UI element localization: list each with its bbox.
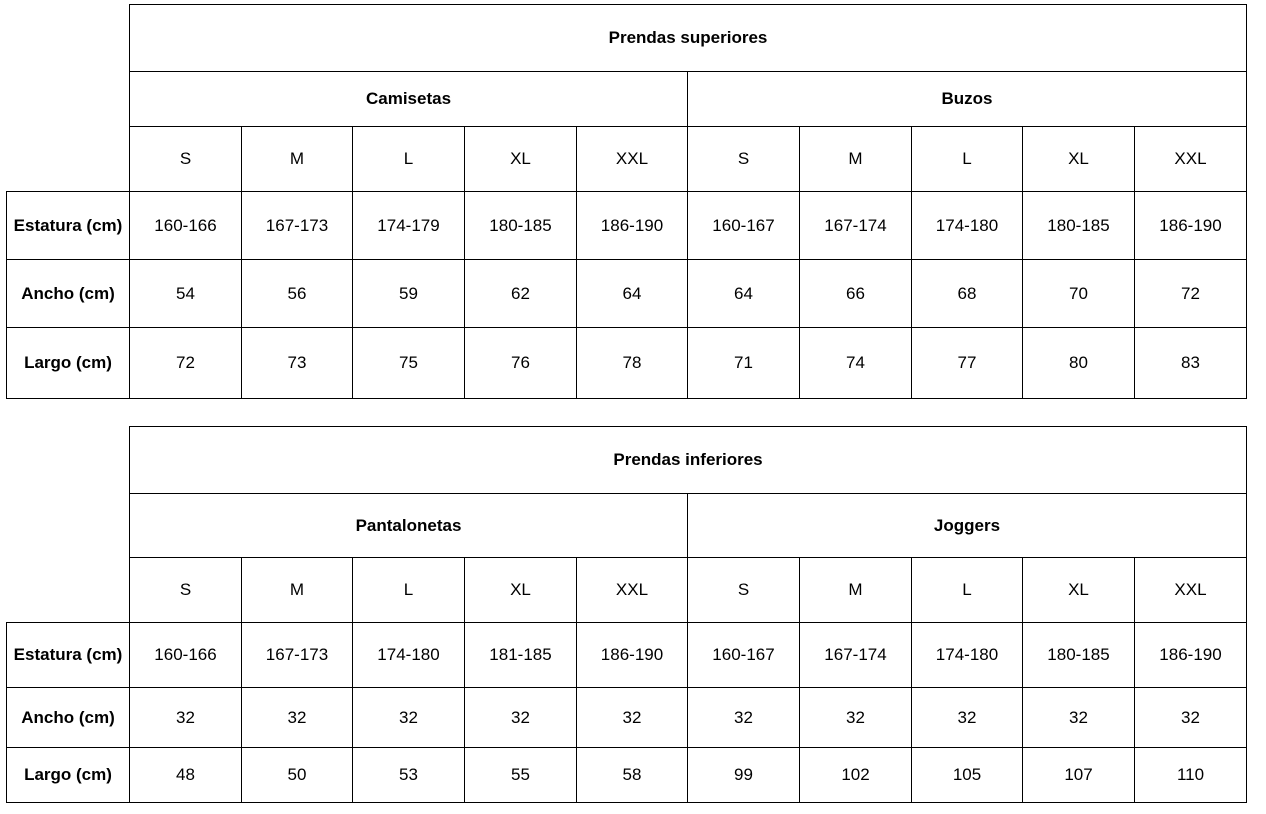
table-cell: 160-166 xyxy=(130,623,242,688)
size-header: XXL xyxy=(577,558,688,623)
category-header: Camisetas xyxy=(130,72,688,127)
table-cell: 78 xyxy=(577,328,688,399)
table-cell: 77 xyxy=(912,328,1023,399)
table-cell: 180-185 xyxy=(465,192,577,260)
table-cell: 80 xyxy=(1023,328,1135,399)
corner-blank xyxy=(7,558,130,623)
table-cell: 105 xyxy=(912,748,1023,803)
table-cell: 58 xyxy=(577,748,688,803)
table-cell: 64 xyxy=(688,260,800,328)
table-cell: 32 xyxy=(912,688,1023,748)
table-cell: 160-166 xyxy=(130,192,242,260)
table-cell: 32 xyxy=(353,688,465,748)
table-row xyxy=(7,623,1247,688)
table-cell: 32 xyxy=(577,688,688,748)
table-cell: 174-180 xyxy=(912,623,1023,688)
corner-blank xyxy=(7,72,130,127)
table-cell: 48 xyxy=(130,748,242,803)
size-header: L xyxy=(353,127,465,192)
table-cell: 50 xyxy=(242,748,353,803)
table-cell: 167-174 xyxy=(800,623,912,688)
size-header: XL xyxy=(1023,558,1135,623)
category-header: Pantalonetas xyxy=(130,494,688,558)
size-header: S xyxy=(130,558,242,623)
table-cell: 68 xyxy=(912,260,1023,328)
table-cell: 186-190 xyxy=(1135,623,1247,688)
row-label: Ancho (cm) xyxy=(7,260,130,328)
table-cell: 160-167 xyxy=(688,192,800,260)
table-cell: 181-185 xyxy=(465,623,577,688)
table-cell: 32 xyxy=(688,688,800,748)
table-cell: 70 xyxy=(1023,260,1135,328)
table-cell: 71 xyxy=(688,328,800,399)
corner-blank xyxy=(7,494,130,558)
table-cell: 54 xyxy=(130,260,242,328)
size-header: M xyxy=(242,558,353,623)
table-cell: 32 xyxy=(130,688,242,748)
size-header: XXL xyxy=(1135,558,1247,623)
table-cell: 83 xyxy=(1135,328,1247,399)
table-cell: 75 xyxy=(353,328,465,399)
size-header: L xyxy=(912,127,1023,192)
table-cell: 32 xyxy=(800,688,912,748)
table-cell: 66 xyxy=(800,260,912,328)
table-row xyxy=(7,748,1247,803)
table-cell: 76 xyxy=(465,328,577,399)
corner-blank xyxy=(7,127,130,192)
size-header: M xyxy=(800,558,912,623)
table-cell: 53 xyxy=(353,748,465,803)
corner-blank xyxy=(7,427,130,494)
table-cell: 64 xyxy=(577,260,688,328)
table-cell: 62 xyxy=(465,260,577,328)
table-row xyxy=(7,688,1247,748)
table-cell: 186-190 xyxy=(577,192,688,260)
table-cell: 167-174 xyxy=(800,192,912,260)
row-label: Largo (cm) xyxy=(7,748,130,803)
group-header: Prendas inferiores xyxy=(130,427,1247,494)
size-header: XXL xyxy=(1135,127,1247,192)
size-header: L xyxy=(912,558,1023,623)
size-header: M xyxy=(242,127,353,192)
table-cell: 110 xyxy=(1135,748,1247,803)
table-cell: 99 xyxy=(688,748,800,803)
table-cell: 102 xyxy=(800,748,912,803)
table-cell: 72 xyxy=(1135,260,1247,328)
row-label: Estatura (cm) xyxy=(7,192,130,260)
table-cell: 32 xyxy=(1023,688,1135,748)
table-cell: 32 xyxy=(465,688,577,748)
table-row xyxy=(7,260,1247,328)
size-table-upper xyxy=(6,4,1247,399)
table-cell: 56 xyxy=(242,260,353,328)
size-header: L xyxy=(353,558,465,623)
table-cell: 107 xyxy=(1023,748,1135,803)
corner-blank xyxy=(7,5,130,72)
table-cell: 180-185 xyxy=(1023,192,1135,260)
table-cell: 167-173 xyxy=(242,192,353,260)
row-label: Largo (cm) xyxy=(7,328,130,399)
table-cell: 174-180 xyxy=(912,192,1023,260)
group-header: Prendas superiores xyxy=(130,5,1247,72)
size-header: XL xyxy=(465,127,577,192)
row-label: Estatura (cm) xyxy=(7,623,130,688)
category-header: Joggers xyxy=(688,494,1247,558)
table-cell: 74 xyxy=(800,328,912,399)
size-table-lower xyxy=(6,426,1247,803)
table-cell: 72 xyxy=(130,328,242,399)
table-cell: 174-180 xyxy=(353,623,465,688)
table-cell: 174-179 xyxy=(353,192,465,260)
table-cell: 59 xyxy=(353,260,465,328)
table-row xyxy=(7,192,1247,260)
size-header: XXL xyxy=(577,127,688,192)
size-header: S xyxy=(688,558,800,623)
size-header: XL xyxy=(465,558,577,623)
row-label: Ancho (cm) xyxy=(7,688,130,748)
table-cell: 73 xyxy=(242,328,353,399)
size-header: M xyxy=(800,127,912,192)
size-header: S xyxy=(130,127,242,192)
table-cell: 186-190 xyxy=(577,623,688,688)
category-header: Buzos xyxy=(688,72,1247,127)
table-cell: 180-185 xyxy=(1023,623,1135,688)
table-cell: 55 xyxy=(465,748,577,803)
table-cell: 32 xyxy=(1135,688,1247,748)
table-row xyxy=(7,328,1247,399)
size-header: XL xyxy=(1023,127,1135,192)
table-cell: 160-167 xyxy=(688,623,800,688)
table-cell: 186-190 xyxy=(1135,192,1247,260)
table-cell: 32 xyxy=(242,688,353,748)
size-header: S xyxy=(688,127,800,192)
table-cell: 167-173 xyxy=(242,623,353,688)
